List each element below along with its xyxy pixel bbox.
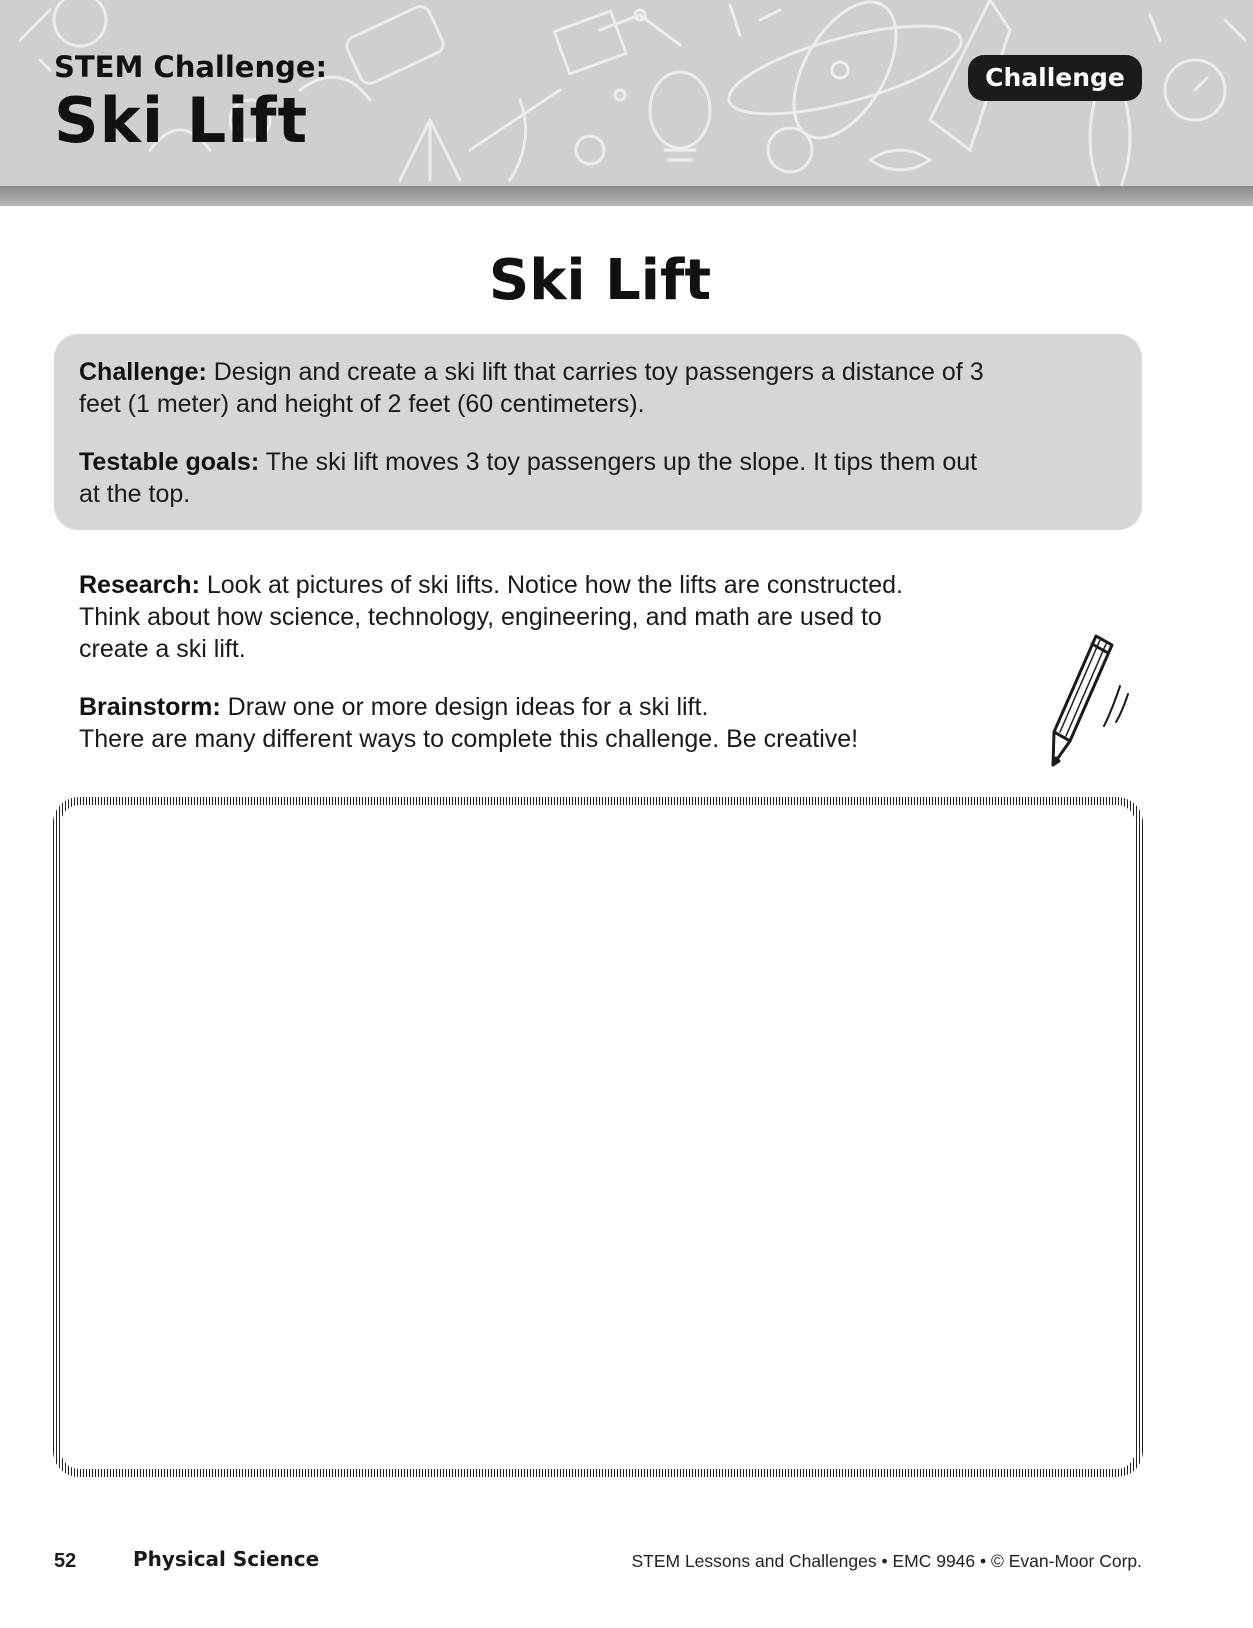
challenge-text: Design and create a ski lift that carries toy passengers a distance of 3 feet (1 meter) and height of 2 feet (60 centimeters). <box>79 358 984 418</box>
instructions <box>79 569 939 755</box>
brainstorm-text-line1: Draw one or more design ideas for a ski lift. <box>220 693 709 721</box>
pencil-icon <box>1048 632 1133 772</box>
header-banner <box>0 0 1253 188</box>
research-paragraph <box>79 569 939 665</box>
challenge-box <box>54 334 1142 530</box>
footer-credit: STEM Lessons and Challenges • EMC 9946 • © Evan-Moor Corp. <box>631 1551 1142 1571</box>
footer-section: Physical Science <box>133 1547 320 1571</box>
header-divider <box>0 186 1253 206</box>
brainstorm-text-line2: There are many different ways to complete this challenge. Be creative! <box>79 725 859 753</box>
page-title: Ski Lift <box>488 248 712 313</box>
challenge-paragraph <box>79 356 999 420</box>
challenge-label: Challenge: <box>79 358 207 386</box>
header-kicker: STEM Challenge: <box>54 50 328 84</box>
goals-label: Testable goals: <box>79 448 260 476</box>
drawing-area[interactable] <box>53 797 1143 1477</box>
page-number: 52 <box>54 1550 77 1572</box>
research-label: Research: <box>79 571 200 599</box>
goals-text: The ski lift moves 3 toy passengers up the slope. It tips them out at the top. <box>79 448 978 508</box>
brainstorm-paragraph <box>79 691 939 755</box>
brainstorm-label: Brainstorm: <box>79 693 221 721</box>
goals-paragraph <box>79 446 999 510</box>
research-text: Look at pictures of ski lifts. Notice how the lifts are constructed. Think about how science, technology, engineering, and math are used to create a ski lift. <box>79 571 903 663</box>
challenge-badge: Challenge <box>968 55 1142 101</box>
header-title: Ski Lift <box>54 84 309 157</box>
